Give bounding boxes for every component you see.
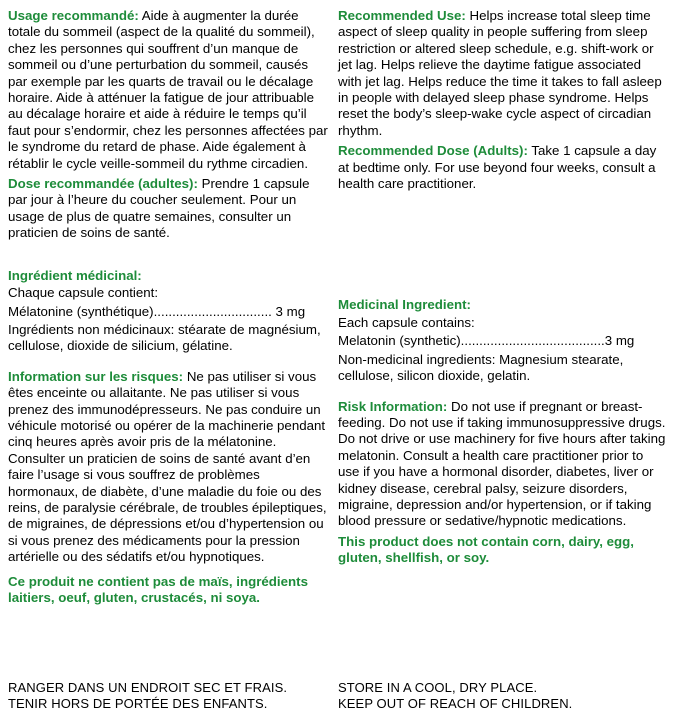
english-usage-block xyxy=(338,8,668,139)
french-dose-block xyxy=(8,176,328,242)
english-risk-paragraph xyxy=(338,399,668,530)
english-ingredient-line-1: Each capsule contains: xyxy=(338,314,475,330)
french-ingredient-line-1: Chaque capsule contient: xyxy=(8,285,159,301)
french-usage-heading: Usage recommandé: xyxy=(8,8,139,23)
french-spacer-2 xyxy=(8,359,328,369)
english-dose-paragraph xyxy=(338,143,668,192)
english-spacer-1 xyxy=(338,196,668,297)
top-sections xyxy=(8,8,671,606)
french-storage-line-2: TENIR HORS DE PORTÉE DES ENFANTS. xyxy=(8,695,268,711)
french-risk-heading: Information sur les risques: xyxy=(8,368,184,384)
english-storage-block xyxy=(338,680,668,712)
french-column xyxy=(8,8,338,606)
french-risk-text: Ne pas utiliser si vous êtes enceinte ou allaitante. Ne pas utiliser si vous prenez des immunodépresseurs. Ne pas conduire un véhicule motorisé ou opérer de la machinerie pendant cinq heures après avoir pris de la mélatonine. Consulter un praticien de soins de santé avant d’en faire l’usage si vous souffrez de problèmes hormonaux, de diabète, d’une maladie du foie ou des reins, de paralysie cérébrale, de troubles épileptiques, de migraines, de dépressions et/ou d’hypertension ou si vous prenez des médicaments pour la pression artérielle ou des sédatifs et/ou hypnotiques. xyxy=(8,368,327,565)
english-usage-text: Helps increase total sleep time aspect of sleep quality in people suffering from sleep restriction or altered sleep schedule, e.g. shift-work or jet lag. Helps relieve the daytime fatigue associated with jet lag. Helps reduce the time it takes to fall asleep in people with delayed sleep phase syndrome. Helps reset the body’s sleep-wake cycle aspect of circadian rhythm. xyxy=(338,8,662,138)
french-dose-paragraph xyxy=(8,176,328,242)
english-risk-text: Do not use if pregnant or breast-feeding. Do not use if taking immunosuppressive drugs. Do not drive or use machinery for five hours after taking melatonin. Consult a health care practitioner prior to use if you have a hormonal disorder, diabetes, liver or kidney disease, cerebral palsy, seizure disorders, migraine, depression and/or hypertension, or if taking blood pressure or sedative/hypnotic medications. xyxy=(338,398,666,529)
english-risk-heading: Risk Information: xyxy=(338,398,448,414)
english-usage-paragraph xyxy=(338,8,668,139)
french-allergen-statement: Ce produit ne contient pas de maïs, ingrédients laitiers, oeuf, gluten, crustacés, ni soya. xyxy=(8,573,308,605)
french-dose-heading: Dose recommandée (adultes): xyxy=(8,176,198,192)
french-usage-block xyxy=(8,8,328,172)
english-ingredient-block xyxy=(338,297,668,384)
english-ingredient-line-2: Melatonin (synthetic).......................................3 mg xyxy=(338,333,635,349)
french-risk-block xyxy=(8,369,328,566)
french-storage-block xyxy=(8,680,338,712)
french-ingredient-line-3: Ingrédients non médicinaux: stéarate de magnésium, cellulose, dioxide de silicium, gélatine. xyxy=(8,321,321,354)
english-allergen-statement: This product does not contain corn, dairy, egg, gluten, shellfish, or soy. xyxy=(338,533,634,566)
french-usage-text: Aide à augmenter la durée totale du sommeil (aspect de la qualité du sommeil), chez les personnes qui souffrent d’un manque de sommeil ou d’une perturbation du sommeil, causés par exemple par les quarts de travail ou le décalage horaire. Aide à atténuer la fatigue de jour attribuable au décalage horaire et aide à réduire le temps qu’il faut pour s’endormir, chez les personnes affectées par le syndrome du retard de phase. Aide également à rétablir le cycle veille-sommeil du rythme circadien. xyxy=(8,8,328,171)
english-usage-heading: Recommended Use: xyxy=(338,8,466,23)
english-dose-text: Take 1 capsule a day at bedtime only. For use beyond four weeks, consult a health care practitioner. xyxy=(338,143,657,192)
english-spacer-2 xyxy=(338,389,668,399)
storage-footer xyxy=(8,680,671,712)
english-risk-block xyxy=(338,399,668,530)
french-ingredient-heading: Ingrédient médicinal: xyxy=(8,267,142,283)
english-ingredient-line-3: Non-medicinal ingredients: Magnesium stearate, cellulose, silicon dioxide, gelatin. xyxy=(338,351,624,384)
french-spacer-1 xyxy=(8,246,328,268)
english-column xyxy=(338,8,668,567)
french-dose-text: Prendre 1 capsule par jour à l’heure du coucher seulement. Pour un usage de plus de quatre semaines, consulter un praticien de soins de santé. xyxy=(8,176,310,241)
french-ingredient-line-2: Mélatonine (synthétique)................................ 3 mg xyxy=(8,303,306,319)
french-usage-paragraph xyxy=(8,8,328,172)
english-ingredient-heading: Medicinal Ingredient: xyxy=(338,297,471,313)
english-storage-line-2: KEEP OUT OF REACH OF CHILDREN. xyxy=(338,695,573,711)
french-risk-paragraph xyxy=(8,369,328,566)
french-storage-line-1: RANGER DANS UN ENDROIT SEC ET FRAIS. xyxy=(8,679,288,695)
english-dose-heading: Recommended Dose (Adults): xyxy=(338,143,528,159)
english-dose-block xyxy=(338,143,668,192)
french-ingredient-block xyxy=(8,268,328,355)
english-storage-line-1: STORE IN A COOL, DRY PLACE. xyxy=(338,679,538,695)
